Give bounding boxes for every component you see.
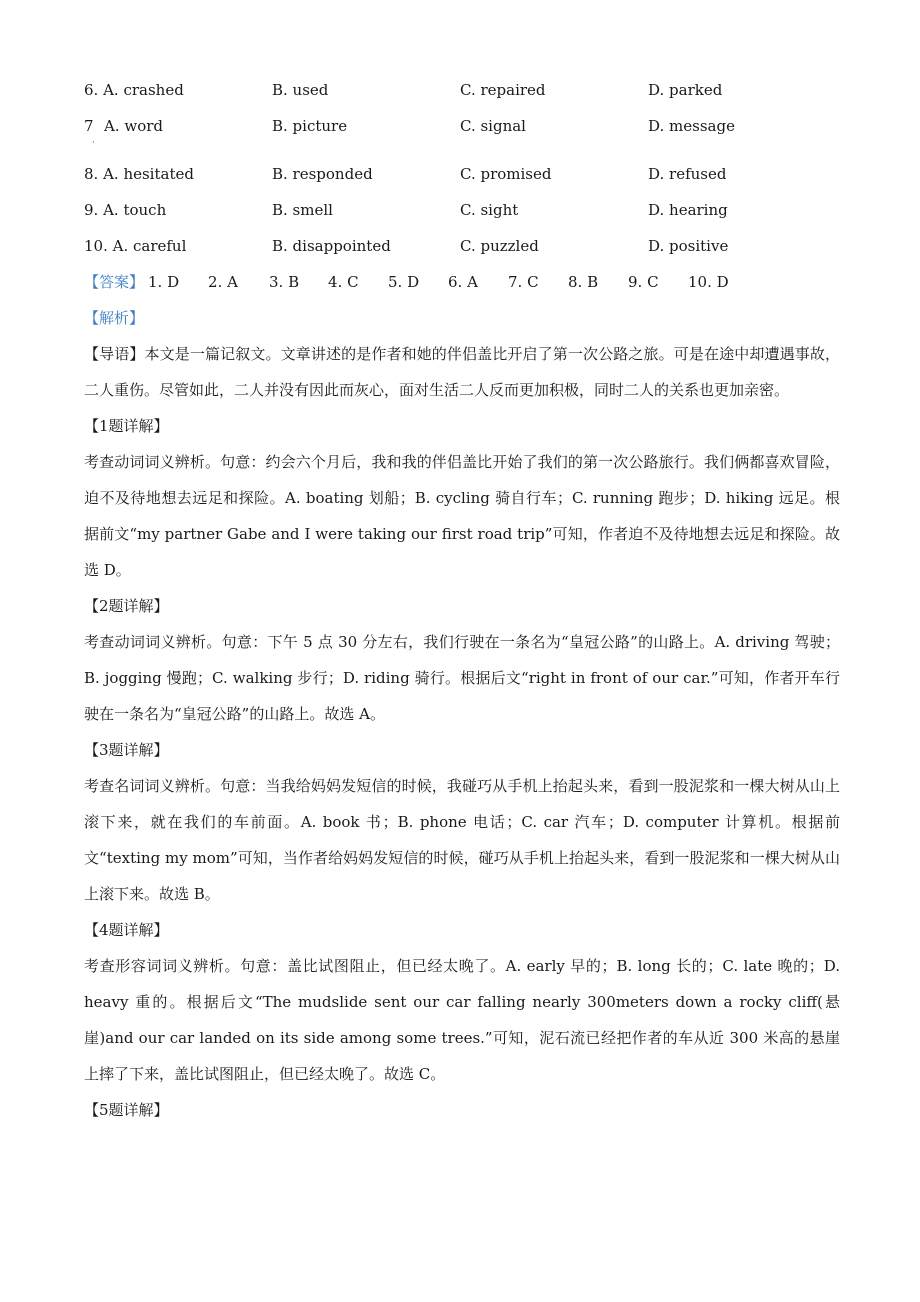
option-8c: C. promised	[460, 165, 552, 183]
answer-9: 9. C	[628, 273, 659, 291]
question-9-options	[84, 192, 840, 228]
option-6a: 6. A. crashed	[84, 81, 184, 99]
option-7c: C. signal	[460, 117, 526, 135]
answer-label: 【答案】	[84, 273, 145, 291]
section-2-title: 【2题详解】	[84, 597, 169, 615]
question-10-options	[84, 228, 840, 264]
section-3-text: 考查名词词义辨析。句意：当我给妈妈发短信的时候，我碰巧从手机上抬起头来，看到一股泥浆和一棵大树从山上滚下来，就在我们的车前面。A. book 书；B. phone 电话；C. car 汽车；D. computer 计算机。根据前文“texting my mom”可知，当作者给妈妈发短信的时候，碰巧从手机上抬起头来，看到一股泥浆和一棵大树从山上滚下来。故选 B。	[84, 777, 840, 903]
option-7d: D. message	[648, 117, 735, 135]
option-9a: 9. A. touch	[84, 201, 167, 219]
option-9b: B. smell	[272, 201, 333, 219]
option-10b: B. disappointed	[272, 237, 391, 255]
option-9d: D. hearing	[648, 201, 728, 219]
section-4-text: 考查形容词词义辨析。句意：盖比试图阻止，但已经太晚了。A. early 早的；B. long 长的；C. late 晚的；D. heavy 重的。根据后文“The mudslide sent our car falling nearly 300meters down a rocky cliff(悬崖)and our car landed on its side among some trees.”可知，泥石流已经把作者的车从近 300 米高的悬崖上摔了下来，盖比试图阻止，但已经太晚了。故选 C。	[84, 957, 840, 1083]
answer-5: 5. D	[388, 273, 420, 291]
analysis-label: 【解析】	[84, 309, 145, 327]
section-5-title: 【5题详解】	[84, 1101, 169, 1119]
question-7-options	[84, 108, 840, 156]
option-8a: 8. A. hesitated	[84, 165, 194, 183]
option-10c: C. puzzled	[460, 237, 539, 255]
dot-mark: ·	[92, 138, 95, 148]
section-2-text: 考查动词词义辨析。句意：下午 5 点 30 分左右，我们行驶在一条名为“皇冠公路”的山路上。A. driving 驾驶；B. jogging 慢跑；C. walking 步行；D. riding 骑行。根据后文“right in front of our car.”可知，作者开车行驶在一条名为“皇冠公路”的山路上。故选 A。	[84, 633, 840, 723]
section-3-title: 【3题详解】	[84, 741, 169, 759]
option-9c: C. sight	[460, 201, 519, 219]
answer-2: 2. A	[208, 273, 238, 291]
option-6d: D. parked	[648, 81, 723, 99]
question-7-number: 7	[84, 117, 94, 135]
answer-10: 10. D	[688, 273, 729, 291]
answer-key	[84, 264, 840, 300]
option-8b: B. responded	[272, 165, 373, 183]
section-1-title: 【1题详解】	[84, 417, 169, 435]
answer-8: 8. B	[568, 273, 599, 291]
option-6b: B. used	[272, 81, 329, 99]
section-4-title: 【4题详解】	[84, 921, 169, 939]
answer-3: 3. B	[269, 273, 300, 291]
option-8d: D. refused	[648, 165, 727, 183]
question-6-options	[84, 72, 840, 108]
intro-paragraph: 【导语】本文是一篇记叙文。文章讲述的是作者和她的伴侣盖比开启了第一次公路之旅。可是在途中却遭遇事故，二人重伤。尽管如此，二人并没有因此而灰心，面对生活二人反而更加积极，同时二人的关系也更加亲密。	[84, 345, 840, 399]
answer-7: 7. C	[508, 273, 539, 291]
answer-4: 4. C	[328, 273, 359, 291]
section-1-text: 考查动词词义辨析。句意：约会六个月后，我和我的伴侣盖比开始了我们的第一次公路旅行。我们俩都喜欢冒险，迫不及待地想去远足和探险。A. boating 划船；B. cycling 骑自行车；C. running 跑步；D. hiking 远足。根据前文“my partner Gabe and I were taking our first road trip”可知，作者迫不及待地想去远足和探险。故选 D。	[84, 453, 840, 579]
question-8-options	[84, 156, 840, 192]
answer-6: 6. A	[448, 273, 478, 291]
option-7a: A. word	[104, 117, 164, 135]
option-6c: C. repaired	[460, 81, 546, 99]
answer-1: 1. D	[148, 273, 180, 291]
option-7b: B. picture	[272, 117, 348, 135]
document-page	[84, 72, 840, 1128]
option-10a: 10. A. careful	[84, 237, 187, 255]
option-10d: D. positive	[648, 237, 729, 255]
